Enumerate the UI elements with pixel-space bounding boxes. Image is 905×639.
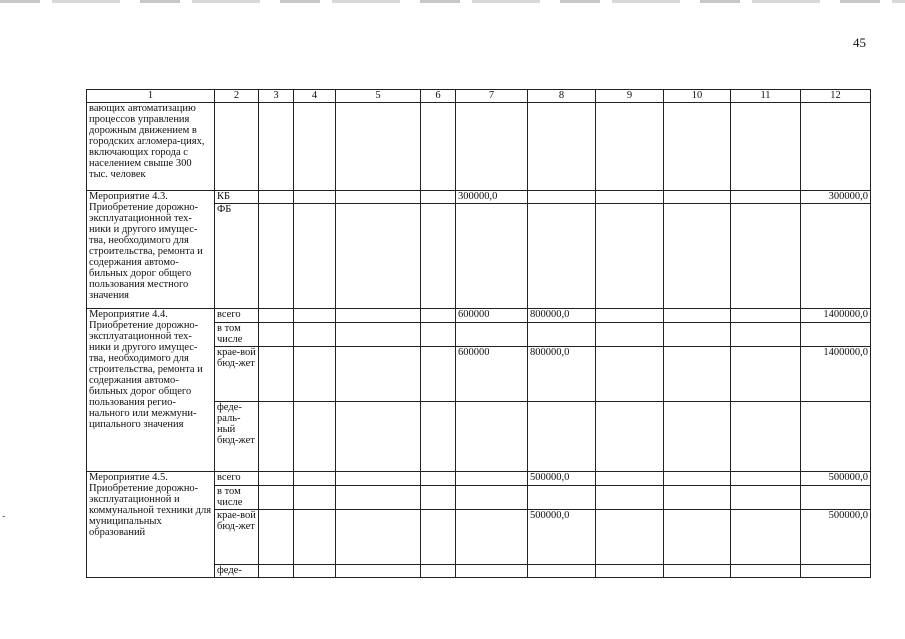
funding-source: крае-вой бюд-жет — [215, 510, 259, 565]
table-cell — [421, 323, 456, 347]
table-cell — [259, 323, 294, 347]
table-cell — [801, 204, 871, 309]
header-cell: 10 — [664, 90, 731, 103]
table-cell — [336, 565, 421, 578]
funding-source: КБ — [215, 191, 259, 204]
table-cell — [801, 103, 871, 191]
funding-source: в том числе — [215, 486, 259, 510]
table-cell — [456, 103, 528, 191]
table-cell — [421, 510, 456, 565]
table-cell — [664, 103, 731, 191]
table-cell — [294, 402, 336, 472]
table-cell — [731, 472, 801, 486]
table-cell — [259, 347, 294, 402]
table-cell — [336, 486, 421, 510]
table-cell — [421, 309, 456, 323]
table-cell — [336, 472, 421, 486]
table-cell — [259, 191, 294, 204]
header-cell: 4 — [294, 90, 336, 103]
header-cell: 12 — [801, 90, 871, 103]
table-cell — [336, 191, 421, 204]
table-cell — [336, 103, 421, 191]
table-row — [87, 309, 871, 323]
table-header-row — [87, 90, 871, 103]
table-cell — [456, 510, 528, 565]
table-cell — [731, 402, 801, 472]
funding-source: феде-раль-ный бюд-жет — [215, 402, 259, 472]
table-cell — [596, 347, 664, 402]
header-cell: 6 — [421, 90, 456, 103]
table-cell — [294, 191, 336, 204]
table-cell — [294, 472, 336, 486]
table-row — [87, 103, 871, 191]
amount-total-cell: 1400000,0 — [801, 309, 871, 323]
table-cell — [731, 204, 801, 309]
table-cell — [259, 510, 294, 565]
table-cell — [336, 204, 421, 309]
table-cell — [421, 486, 456, 510]
table-cell — [731, 103, 801, 191]
header-cell: 11 — [731, 90, 801, 103]
amount-cell: 500000,0 — [528, 510, 596, 565]
table-cell — [259, 309, 294, 323]
budget-table — [86, 89, 871, 578]
table-cell — [664, 486, 731, 510]
table-cell — [259, 103, 294, 191]
measure-description: Мероприятие 4.4. Приобретение дорожно-эксплуатационной тех-ники и другого имущес-тва, необходимого для строительства, ремонта и содержания автомо-бильных дорог общего пользования регио-нального или межмуни-ципального значения — [87, 309, 215, 472]
table-cell — [294, 103, 336, 191]
table-cell — [664, 323, 731, 347]
header-cell: 1 — [87, 90, 215, 103]
table-cell — [664, 191, 731, 204]
header-cell: 2 — [215, 90, 259, 103]
table-cell — [259, 204, 294, 309]
table-cell — [596, 402, 664, 472]
table-cell — [456, 472, 528, 486]
funding-source: крае-вой бюд-жет — [215, 347, 259, 402]
table-cell — [664, 472, 731, 486]
table-cell — [456, 204, 528, 309]
table-cell — [294, 323, 336, 347]
table-cell — [294, 347, 336, 402]
amount-cell: 300000,0 — [456, 191, 528, 204]
amount-cell: 500000,0 — [528, 472, 596, 486]
table-cell — [664, 309, 731, 323]
table-cell — [731, 510, 801, 565]
table-cell — [456, 323, 528, 347]
table-cell — [731, 565, 801, 578]
table-cell — [596, 565, 664, 578]
table-cell — [336, 402, 421, 472]
table-cell — [215, 103, 259, 191]
table-cell — [596, 323, 664, 347]
table-cell — [528, 204, 596, 309]
table-cell — [596, 204, 664, 309]
amount-cell: 600000 — [456, 347, 528, 402]
table-cell — [259, 565, 294, 578]
page-number: 45 — [853, 35, 866, 50]
table-cell — [596, 510, 664, 565]
table-cell — [421, 472, 456, 486]
measure-description: Мероприятие 4.5. Приобретение дорожно-эксплуатационной и коммунальной техники для муниципальных образований — [87, 472, 215, 578]
table-cell — [421, 204, 456, 309]
amount-cell: 600000 — [456, 309, 528, 323]
table-cell — [801, 402, 871, 472]
table-cell — [456, 565, 528, 578]
table-row — [87, 191, 871, 204]
table-cell — [801, 323, 871, 347]
table-cell — [731, 191, 801, 204]
table-cell — [528, 565, 596, 578]
table-cell — [664, 402, 731, 472]
table-cell — [336, 510, 421, 565]
funding-source: всего — [215, 472, 259, 486]
table-cell — [421, 347, 456, 402]
amount-total-cell: 500000,0 — [801, 510, 871, 565]
table-cell — [801, 486, 871, 510]
table-cell — [528, 103, 596, 191]
funding-source: всего — [215, 309, 259, 323]
amount-total-cell: 1400000,0 — [801, 347, 871, 402]
table-cell — [731, 323, 801, 347]
table-cell — [336, 347, 421, 402]
table-cell — [294, 565, 336, 578]
measure-description: вающих автоматизацию процессов управления дорожным движением в городских агломера-циях, включающих города с населением свыше 300 тыс. человек — [87, 103, 215, 191]
table-cell — [596, 486, 664, 510]
table-cell — [801, 565, 871, 578]
table-cell — [528, 323, 596, 347]
funding-source: феде- — [215, 565, 259, 578]
table-cell — [421, 103, 456, 191]
table-cell — [456, 486, 528, 510]
measure-description: Мероприятие 4.3. Приобретение дорожно-эксплуатационной тех-ники и другого имущес-тва, необходимого для строительства, ремонта и содержания автомо-бильных дорог общего пользования местного значения — [87, 191, 215, 309]
scan-mark: - — [2, 511, 6, 522]
table-cell — [731, 309, 801, 323]
header-cell: 7 — [456, 90, 528, 103]
table-cell — [664, 510, 731, 565]
table-cell — [528, 191, 596, 204]
table-cell — [421, 402, 456, 472]
table-cell — [259, 402, 294, 472]
table-row — [87, 472, 871, 486]
table-cell — [596, 103, 664, 191]
table-cell — [528, 402, 596, 472]
scan-artifact-top — [0, 0, 905, 3]
table-cell — [731, 347, 801, 402]
header-cell: 9 — [596, 90, 664, 103]
table-cell — [259, 472, 294, 486]
amount-cell: 800000,0 — [528, 347, 596, 402]
table-cell — [294, 309, 336, 323]
header-cell: 3 — [259, 90, 294, 103]
amount-cell: 800000,0 — [528, 309, 596, 323]
table-cell — [528, 486, 596, 510]
table-cell — [421, 565, 456, 578]
table-cell — [596, 191, 664, 204]
funding-source: ФБ — [215, 204, 259, 309]
amount-total-cell: 300000,0 — [801, 191, 871, 204]
table-cell — [664, 204, 731, 309]
table-cell — [421, 191, 456, 204]
table-cell — [596, 309, 664, 323]
amount-total-cell: 500000,0 — [801, 472, 871, 486]
table-cell — [336, 323, 421, 347]
funding-source: в том числе — [215, 323, 259, 347]
table-cell — [456, 402, 528, 472]
table-cell — [664, 347, 731, 402]
table-cell — [664, 565, 731, 578]
table-cell — [596, 472, 664, 486]
header-cell: 5 — [336, 90, 421, 103]
table-cell — [731, 486, 801, 510]
header-cell: 8 — [528, 90, 596, 103]
table-cell — [294, 204, 336, 309]
table-cell — [294, 510, 336, 565]
table-cell — [259, 486, 294, 510]
table-cell — [294, 486, 336, 510]
table-cell — [336, 309, 421, 323]
